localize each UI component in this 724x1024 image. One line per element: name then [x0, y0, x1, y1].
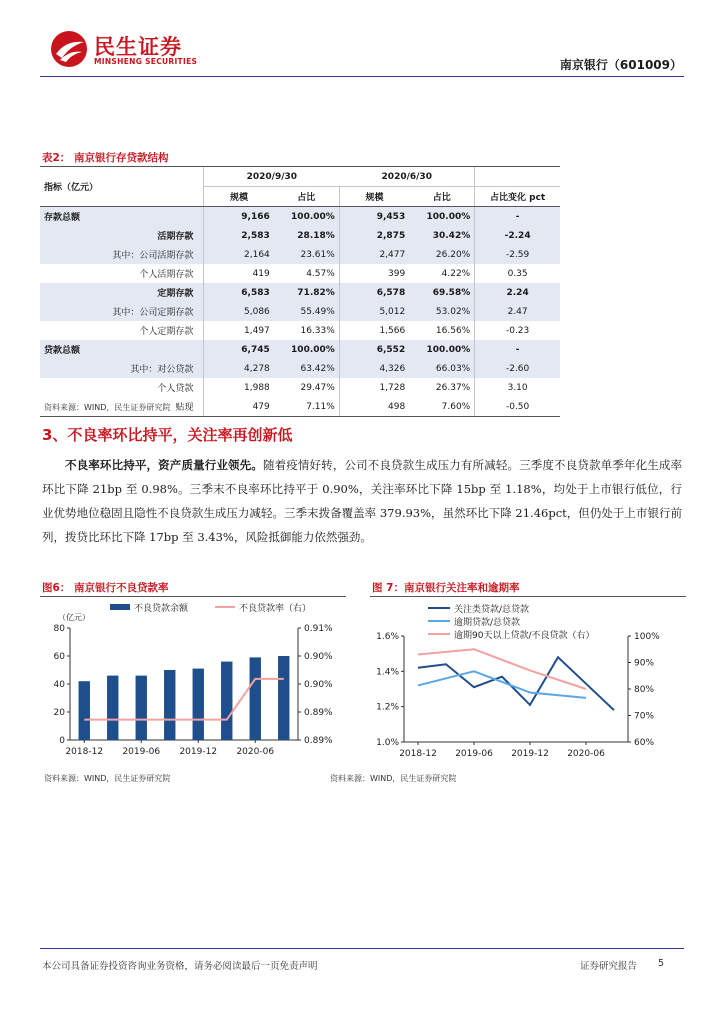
fig6-left-tick-label: 20: [53, 708, 65, 718]
fig7-right-tick-label: 90%: [634, 658, 655, 669]
fig6-x-tick-label: 2020-06: [236, 747, 275, 757]
row-label: 活期存款: [40, 226, 204, 245]
period2-header: 2020/6/30: [339, 167, 474, 187]
logo-chinese-name: 民生证券: [94, 35, 182, 59]
fig7-title: 图 7：南京银行关注率和逾期率: [372, 582, 520, 594]
col-scale-2: 规模: [339, 187, 409, 207]
fig6-x-tick-label: 2019-06: [122, 747, 161, 757]
share-2020h1: 16.56%: [435, 325, 471, 336]
share-2020q3: 71.82%: [274, 283, 340, 302]
scale-2020h1: 6,552: [339, 340, 409, 359]
legend-swatch-npl-balance: [110, 604, 130, 610]
share-2020q3: 16.33%: [300, 325, 335, 336]
scale-2020h1: 498: [339, 397, 409, 417]
table-source: 资料来源：WIND，民生证券研究院: [44, 403, 171, 412]
fig7-legend-label: 关注类贷款/总贷款: [454, 605, 530, 615]
share-2020q3: 100.00%: [274, 207, 340, 227]
share-2020q3: 7.11%: [274, 397, 340, 417]
share-change: 2.24: [475, 283, 560, 302]
body-paragraph: [42, 453, 682, 549]
fig6-bar: [164, 670, 175, 740]
scale-2020h1: 2,875: [339, 226, 409, 245]
share-2020h1: 69.58%: [409, 283, 475, 302]
scale-2020h1: 5,012: [339, 302, 409, 321]
fig6-title: 图6： 南京银行不良贷款率: [42, 582, 169, 594]
fig6-x-tick-label: 2019-12: [179, 747, 218, 757]
table-row: [40, 245, 560, 264]
share-change: -0.50: [475, 397, 560, 417]
deposit-loan-table: [40, 167, 560, 417]
share-2020h1: 7.60%: [409, 397, 475, 417]
scale-2020q3: 419: [204, 264, 274, 283]
share-change: 3.10: [475, 378, 560, 397]
attention-overdue-chart: [366, 598, 686, 766]
row-label: 其中：公司活期存款: [40, 245, 204, 264]
footer-divider: [40, 948, 684, 949]
scale-2020q3: 1,497: [204, 321, 274, 340]
fig6-bar: [79, 681, 90, 740]
fig6-bar: [136, 676, 147, 740]
scale-2020h1: 9,453: [339, 207, 409, 227]
fig6-right-tick-label: 0.91%: [304, 624, 333, 634]
fig7-source: 资料来源：WIND，民生证券研究院: [330, 774, 457, 783]
footer-disclaimer: 本公司具备证券投资咨询业务资格，请务必阅读最后一页免责声明: [42, 961, 318, 972]
table-row: [40, 283, 560, 302]
scale-2020h1: 399: [339, 264, 409, 283]
scale-2020h1: 4,326: [339, 359, 409, 378]
fig7-x-tick-label: 2018-12: [399, 749, 437, 759]
fig6-unit-label: （亿元）: [58, 613, 90, 622]
fig7-left-tick-label: 1.6%: [376, 632, 399, 642]
table-title: 表2： 南京银行存贷款结构: [42, 152, 169, 164]
row-label: 定期存款: [40, 283, 204, 302]
share-2020q3: 63.42%: [274, 359, 340, 378]
share-2020q3: 23.61%: [274, 245, 340, 264]
table-row: [40, 302, 560, 321]
scale-2020q3: 2,164: [204, 245, 274, 264]
table-row: [40, 378, 560, 397]
scale-2020q3: 479: [204, 397, 274, 417]
scale-2020q3: 6,583: [204, 283, 274, 302]
fig7-legend: [428, 603, 595, 641]
fig6-left-tick-label: 0: [59, 736, 65, 746]
scale-2020h1: 1,566: [339, 321, 409, 340]
fig6-bar: [250, 657, 261, 740]
fig7-legend-label: 逾期贷款/总贷款: [454, 618, 521, 628]
fig7-series-line-1: [418, 671, 586, 698]
fig6-x-tick-label: 2018-12: [65, 747, 104, 757]
share-2020h1: 100.00%: [409, 340, 475, 359]
scale-2020q3: 1,988: [204, 378, 274, 397]
share-2020h1: 53.02%: [409, 302, 475, 321]
share-change: -0.23: [475, 321, 560, 340]
row-label: 其中：对公贷款: [40, 359, 204, 378]
share-2020h1: 66.03%: [409, 359, 475, 378]
scale-2020q3: 6,745: [204, 340, 274, 359]
share-change: -: [475, 207, 560, 227]
fig6-left-tick-label: 80: [53, 624, 65, 634]
fig6-bar: [193, 669, 204, 740]
share-2020h1: 26.37%: [435, 382, 471, 393]
fig7-right-tick-label: 100%: [634, 632, 660, 642]
fig6-bar: [221, 662, 232, 740]
scale-2020q3: 5,086: [204, 302, 274, 321]
fig6-bar: [278, 656, 289, 740]
fig6-source: 资料来源：WIND，民生证券研究院: [44, 774, 171, 783]
table-row: [40, 226, 560, 245]
table-row: [40, 207, 560, 227]
row-label: 贴现: [40, 397, 204, 417]
fig6-right-tick-label: 0.90%: [304, 680, 333, 690]
scale-2020q3: 2,583: [204, 226, 274, 245]
share-2020h1: 30.42%: [409, 226, 475, 245]
table-row: [40, 321, 560, 340]
fig6-right-tick-label: 0.89%: [304, 708, 333, 718]
row-label: 个人活期存款: [139, 270, 194, 280]
share-change: 0.35: [475, 264, 560, 283]
share-2020q3: 4.57%: [306, 268, 335, 279]
minsheng-logo-icon: [50, 30, 88, 68]
share-2020h1: 4.22%: [441, 268, 471, 279]
fig6-right-tick-label: 0.90%: [304, 652, 333, 662]
fig6-left-tick-label: 40: [53, 680, 65, 690]
footer-page-number: 5: [658, 958, 665, 969]
fig6-bar: [107, 676, 118, 740]
header-divider: [40, 76, 684, 77]
fig7-series-line-2: [418, 649, 586, 689]
fig7-x-tick-label: 2020-06: [567, 749, 605, 759]
share-change: -2.59: [475, 245, 560, 264]
col-share-2: 占比: [409, 187, 475, 207]
share-2020q3: 55.49%: [274, 302, 340, 321]
period1-header: 2020/9/30: [204, 167, 339, 187]
legend-label-npl-balance: 不良贷款余额: [134, 604, 189, 614]
share-2020h1: 26.20%: [409, 245, 475, 264]
npl-chart: [40, 598, 350, 766]
scale-2020q3: 9,166: [204, 207, 274, 227]
section-heading: 3、不良率环比持平，关注率再创新低: [42, 426, 293, 444]
share-change: -2.24: [475, 226, 560, 245]
row-label: 个人定期存款: [139, 327, 194, 337]
fig7-right-tick-label: 70%: [634, 711, 655, 722]
fig6-right-tick-label: 0.89%: [304, 736, 333, 746]
body-lead: 不良率环比持平，资产质量行业领先。: [65, 458, 263, 472]
row-label: 个人贷款: [157, 384, 194, 394]
report-stock-title: 南京银行（601009）: [559, 58, 682, 72]
fig7-x-tick-label: 2019-06: [455, 749, 493, 759]
share-change: -2.60: [475, 359, 560, 378]
scale-2020q3: 4,278: [204, 359, 274, 378]
fig7-legend-label: 逾期90天以上贷款/不良贷款（右）: [454, 631, 595, 641]
scale-2020h1: 1,728: [339, 378, 409, 397]
fig7-left-tick-label: 1.4%: [376, 667, 399, 678]
share-2020h1: 100.00%: [409, 207, 475, 227]
body-text: 随着疫情好转，公司不良贷款生成压力有所减轻。三季度不良贷款单季年化生成率环比下降 21bp 至 0.98%。三季末不良率环比持平于 0.90%，关注率环比下降 15bp 至 1.18%，均处于上市银行低位，行业优势地位稳固且隐性不良贷款生成压力减轻。三季末拨备覆盖率 379.93%，虽然环比下降 21.46pct，但仍处于上市银行前列，拨贷比环比下降 17bp 至 3.43%，风险抵御能力依然强劲。: [42, 458, 682, 544]
row-label: 存款总额: [40, 207, 204, 227]
share-2020q3: 29.47%: [300, 382, 335, 393]
row-label: 贷款总额: [40, 340, 204, 359]
fig7-title-rule: [370, 596, 686, 597]
col-scale-1: 规模: [204, 187, 274, 207]
row-label: 其中：公司定期存款: [40, 302, 204, 321]
scale-2020h1: 2,477: [339, 245, 409, 264]
footer-report-type: 证券研究报告: [580, 961, 638, 972]
table-row: [40, 340, 560, 359]
fig7-right-tick-label: 80%: [634, 685, 655, 695]
scale-2020h1: 6,578: [339, 283, 409, 302]
share-2020q3: 28.18%: [274, 226, 340, 245]
share-change: -: [475, 340, 560, 359]
fig7-right-tick-label: 60%: [634, 738, 655, 748]
indicator-header: 指标（亿元）: [40, 167, 204, 207]
logo-english-name: MINSHENG SECURITIES: [94, 57, 198, 66]
table-row: [40, 264, 560, 283]
fig7-x-tick-label: 2019-12: [511, 749, 549, 759]
fig7-left-tick-label: 1.2%: [376, 702, 399, 713]
col-change: 占比变化 pct: [475, 187, 560, 207]
share-2020q3: 100.00%: [274, 340, 340, 359]
fig7-left-tick-label: 1.0%: [376, 738, 399, 748]
fig6-left-tick-label: 60: [53, 652, 65, 662]
table-row: [40, 359, 560, 378]
col-share-1: 占比: [274, 187, 340, 207]
fig6-legend: [110, 602, 311, 614]
share-change: 2.47: [475, 302, 560, 321]
fig6-title-rule: [40, 596, 346, 597]
legend-label-npl-ratio: 不良贷款率（右）: [239, 604, 312, 614]
